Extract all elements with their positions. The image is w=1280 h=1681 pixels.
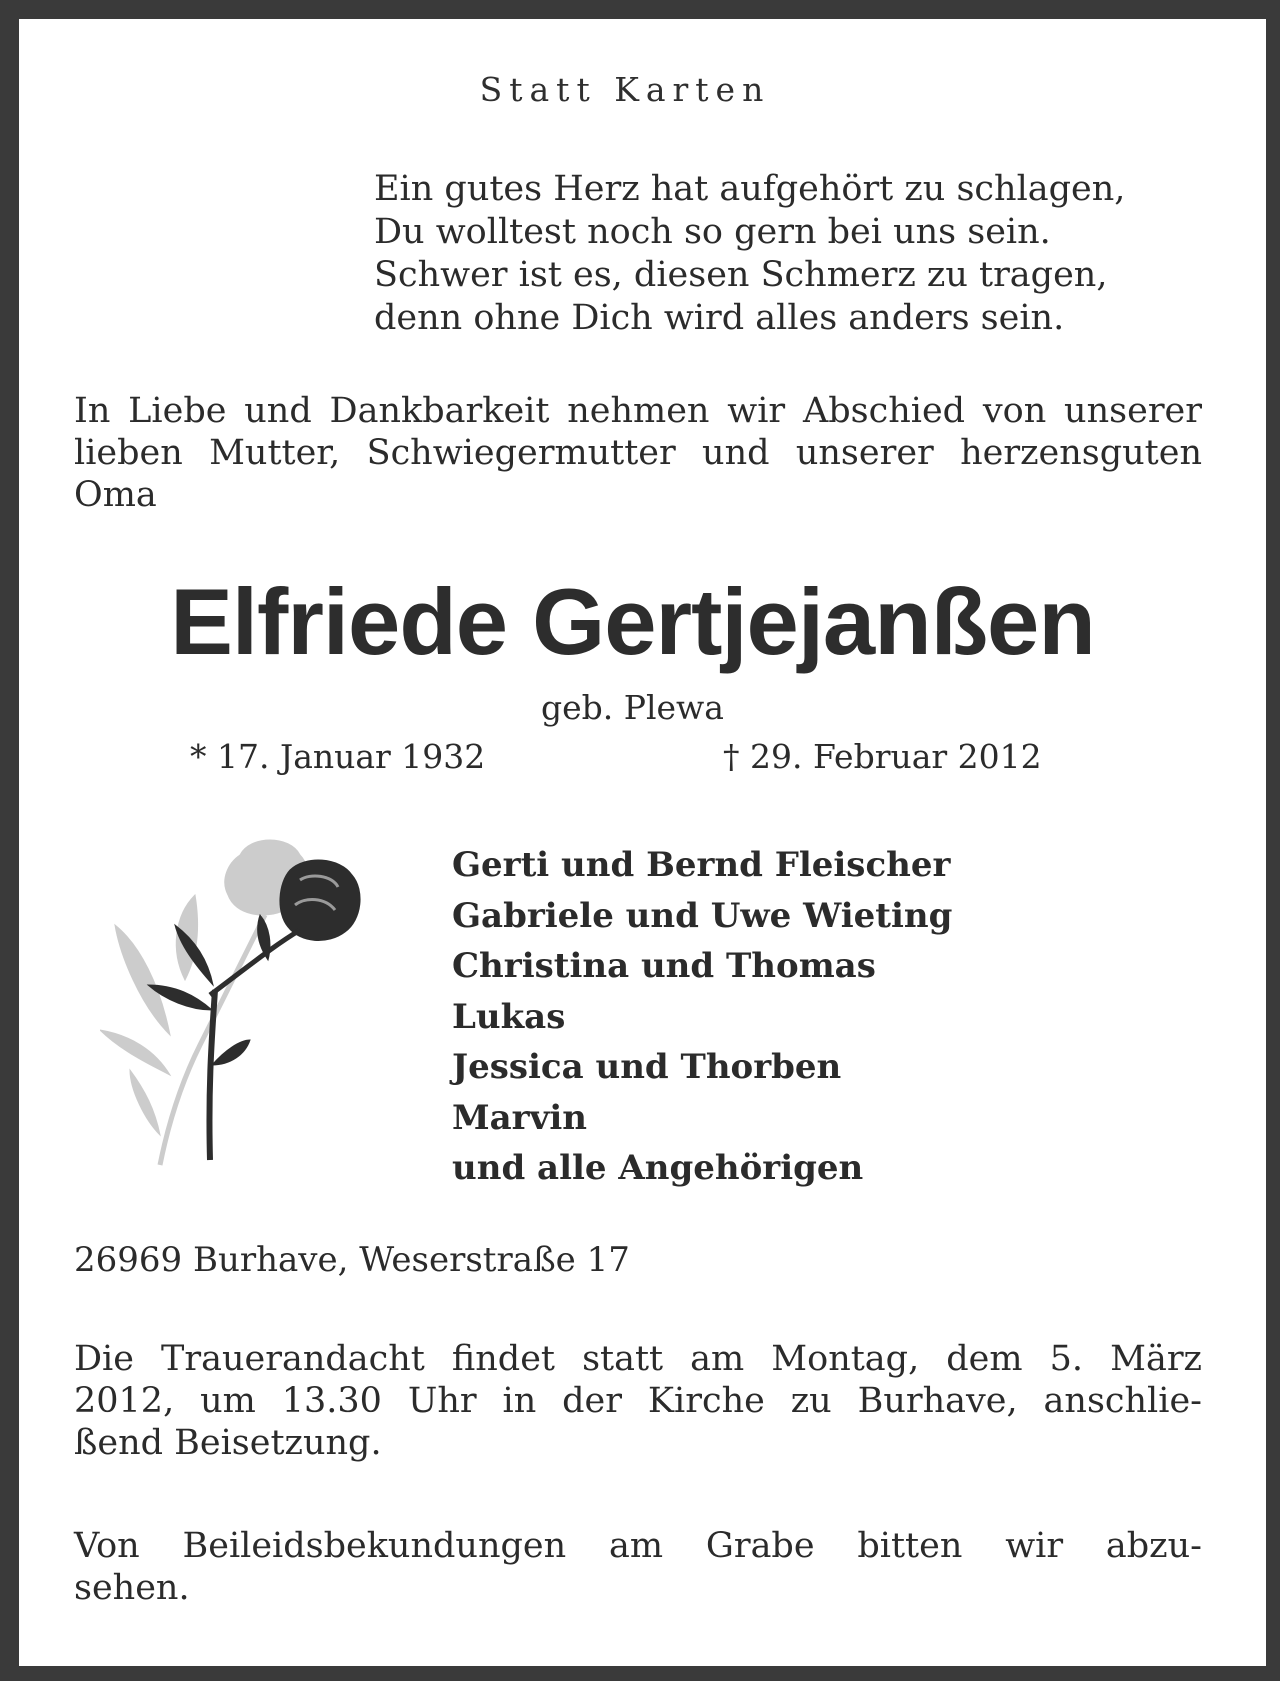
family-member: Marvin — [452, 1097, 587, 1138]
poem-line: Ein gutes Herz hat aufgehört zu schlagen, — [374, 169, 1126, 209]
condolence-line: Von Beileidsbekundungen am Grabe bitten wir abzu- — [74, 1526, 1202, 1566]
death-date: † 29. Februar 2012 — [723, 737, 1042, 776]
family-member: Lukas — [452, 996, 566, 1037]
family-member: Jessica und Thorben — [452, 1047, 842, 1087]
rose-icon — [100, 835, 400, 1175]
family-member: und alle Angehörigen — [452, 1148, 864, 1188]
heading: Statt Karten — [479, 70, 771, 109]
birth-date: * 17. Januar 1932 — [190, 737, 486, 776]
poem-line: denn ohne Dich wird alles anders sein. — [374, 298, 1065, 338]
poem-line: Du wolltest noch so gern bei uns sein. — [374, 212, 1051, 252]
family-member: Christina und Thomas — [452, 946, 876, 986]
condolence-note — [74, 1525, 1202, 1609]
address: 26969 Burhave, Weserstraße 17 — [74, 1240, 630, 1280]
family-list — [452, 840, 952, 1194]
family-member: Gerti und Bernd Fleischer — [452, 845, 951, 885]
service-line: ßend Beisetzung. — [74, 1423, 382, 1463]
intro-text: In Liebe und Dankbarkeit nehmen wir Abschied von unserer lieben Mutter, Schwiegermutter und unserer herzensguten Oma — [74, 391, 1202, 515]
poem — [374, 168, 1125, 340]
poem-line: Schwer ist es, diesen Schmerz zu tragen, — [374, 255, 1108, 295]
service-line: 2012, um 13.30 Uhr in der Kirche zu Burhave, anschlie- — [74, 1381, 1202, 1421]
deceased-name: Elfriede Gertjejanßen — [170, 569, 1095, 674]
service-info — [74, 1338, 1202, 1464]
family-member: Gabriele und Uwe Wieting — [452, 895, 953, 936]
condolence-line: sehen. — [74, 1568, 190, 1608]
service-line: Die Trauerandacht findet statt am Montag, dem 5. März — [74, 1339, 1202, 1379]
maiden-name: geb. Plewa — [541, 688, 724, 727]
